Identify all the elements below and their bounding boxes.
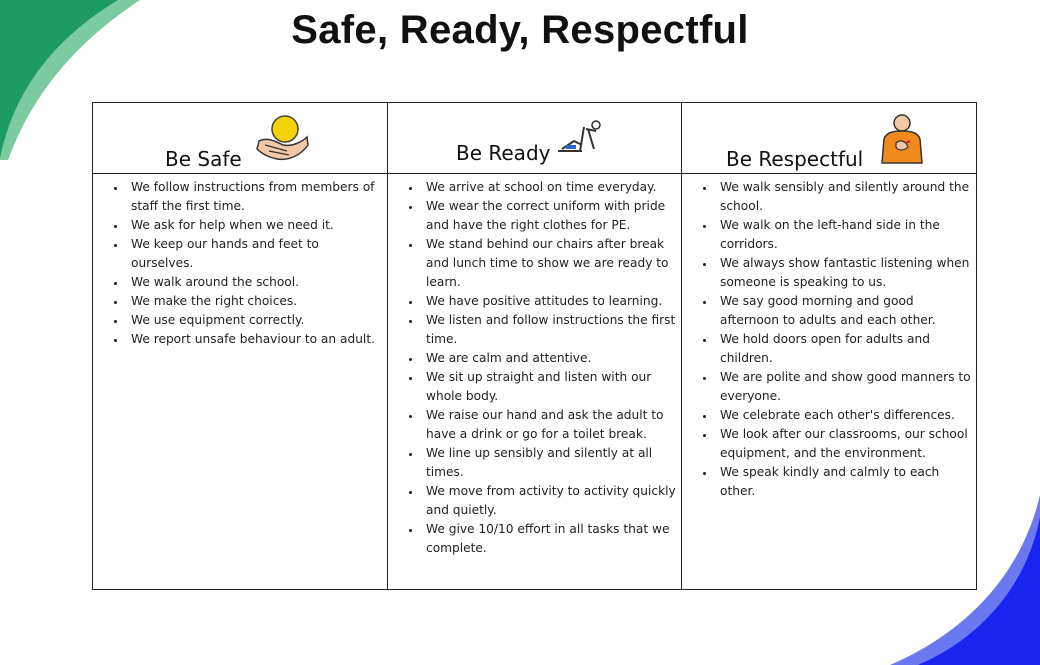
list-item: • We give 10/10 effort in all tasks that we complete. — [422, 520, 677, 558]
list-item: • We celebrate each other's differences. — [716, 406, 972, 425]
page-title: Safe, Ready, Respectful — [291, 8, 749, 52]
column-be-safe — [93, 174, 388, 590]
person-hand-on-heart-icon — [876, 113, 928, 165]
list-item: • We arrive at school on time everyday. — [422, 178, 677, 197]
list-item: • We have positive attitudes to learning. — [422, 292, 677, 311]
heading-be-safe: Be Safe — [165, 147, 242, 171]
header-be-ready — [388, 103, 682, 174]
list-item: • We use equipment correctly. — [127, 311, 383, 330]
hands-holding-ball-icon — [253, 111, 311, 165]
list-item: • We sit up straight and listen with our whole body. — [422, 368, 677, 406]
list-item: • We follow instructions from members of staff the first time. — [127, 178, 383, 216]
column-be-ready — [388, 174, 682, 590]
list-item: • We line up sensibly and silently at all times. — [422, 444, 677, 482]
list-item: • We always show fantastic listening when someone is speaking to us. — [716, 254, 972, 292]
ready-to-start-icon — [556, 119, 608, 159]
list-item: • We ask for help when we need it. — [127, 216, 383, 235]
column-be-respectful — [682, 174, 977, 590]
be-respectful-list — [682, 174, 976, 501]
list-item: • We speak kindly and calmly to each other. — [716, 463, 972, 501]
list-item: • We stand behind our chairs after break and lunch time to show we are ready to learn. — [422, 235, 677, 292]
list-item: • We hold doors open for adults and children. — [716, 330, 972, 368]
list-item: • We walk sensibly and silently around the school. — [716, 178, 972, 216]
header-be-respectful — [682, 103, 977, 174]
list-item: • We make the right choices. — [127, 292, 383, 311]
list-item: • We are calm and attentive. — [422, 349, 677, 368]
heading-be-respectful: Be Respectful — [726, 147, 864, 171]
list-item: • We walk on the left-hand side in the corridors. — [716, 216, 972, 254]
list-item: • We look after our classrooms, our school equipment, and the environment. — [716, 425, 972, 463]
be-ready-list — [388, 174, 681, 558]
rules-table — [92, 102, 977, 590]
list-item: • We listen and follow instructions the first time. — [422, 311, 677, 349]
heading-be-ready: Be Ready — [456, 141, 551, 165]
list-item: • We walk around the school. — [127, 273, 383, 292]
list-item: • We move from activity to activity quickly and quietly. — [422, 482, 677, 520]
list-item: • We report unsafe behaviour to an adult. — [127, 330, 383, 349]
list-item: • We are polite and show good manners to everyone. — [716, 368, 972, 406]
list-item: • We say good morning and good afternoon to adults and each other. — [716, 292, 972, 330]
list-item: • We raise our hand and ask the adult to have a drink or go for a toilet break. — [422, 406, 677, 444]
list-item: • We wear the correct uniform with pride and have the right clothes for PE. — [422, 197, 677, 235]
header-be-safe — [93, 103, 388, 174]
list-item: • We keep our hands and feet to ourselves. — [127, 235, 383, 273]
be-safe-list — [93, 174, 387, 349]
